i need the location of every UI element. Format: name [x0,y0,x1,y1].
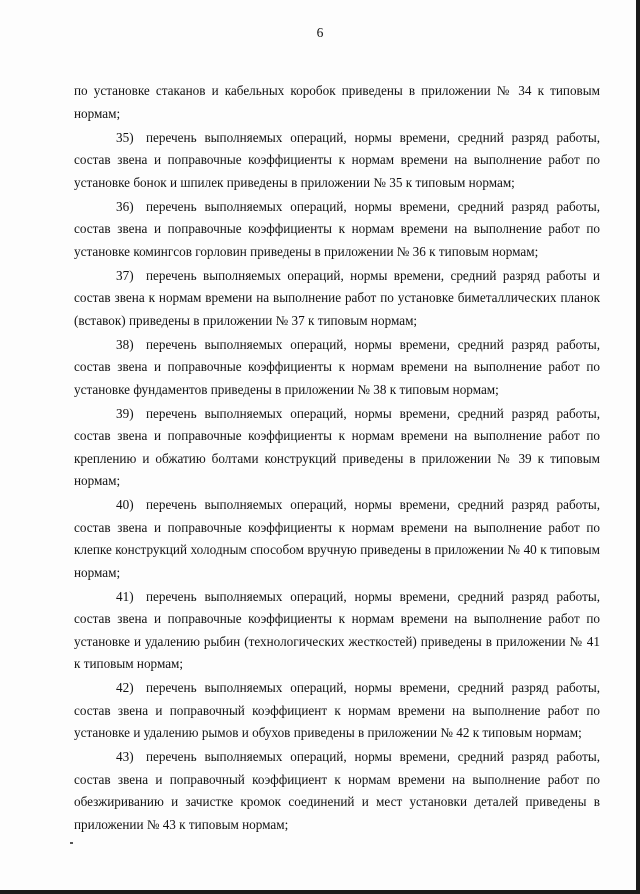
list-item-36 [74,196,600,264]
item-text: перечень выполняемых операций, нормы времени, средний разряд работы, состав звена и поправочные коэффициенты к нормам времени на выполнение работ по установке бонок и шпилек приведены в приложении № 35 к типовым нормам; [74,129,600,190]
item-number: 43) [116,749,134,764]
item-text: перечень выполняемых операций, нормы времени, средний разряд работы, состав звена и поправочные коэффициенты к нормам времени на выполнение работ по установке комингсов горловин приведены в приложении № 36 к типовым нормам; [74,198,600,259]
item-number: 37) [116,267,134,283]
paragraph-continuation [74,80,600,125]
item-number: 40) [116,497,134,512]
item-number: 36) [116,198,134,214]
item-number: 38) [116,336,134,352]
item-text: перечень выполняемых операций, нормы времени, средний разряд работы, состав звена и поправочный коэффициент к нормам времени на выполнение работ по установке и удалению рымов и обухов приведены в приложении № 42 к типовым нормам; [74,680,600,740]
scan-speck [70,842,73,844]
item-text: перечень выполняемых операций, нормы времени, средний разряд работы и состав звена к нормам времени на выполнение работ по установке биметаллических планок (вставок) приведены в приложении № 37 к типовым нормам; [74,267,600,328]
item-number: 39) [116,405,134,421]
item-text: перечень выполняемых операций, нормы времени, средний разряд работы, состав звена и поправочные коэффициенты к нормам времени на выполнение работ по установке и удалению рыбин (технологических жесткостей) приведены в приложении № 41 к типовым нормам; [74,588,600,671]
scan-border-right [636,0,640,894]
item-text: перечень выполняемых операций, нормы времени, средний разряд работы, состав звена и поправочные коэффициенты к нормам времени на выполнение работ по креплению и обжатию болтами конструкций приведены в приложении № 39 к типовым нормам; [74,405,600,488]
item-text: перечень выполняемых операций, нормы времени, средний разряд работы, состав звена и поправочные коэффициенты к нормам времени на выполнение работ по клепке конструкций холодным способом вручную приведены в приложении № 40 к типовым нормам; [74,497,600,580]
list-item-38 [74,334,600,402]
scan-border-bottom [0,890,640,894]
list-item-40 [74,494,600,584]
list-item-42 [74,677,600,745]
list-item-43 [74,746,600,836]
item-text: перечень выполняемых операций, нормы времени, средний разряд работы, состав звена и поправочные коэффициенты к нормам времени на выполнение работ по установке фундаментов приведены в приложении № 38 к типовым нормам; [74,336,600,397]
list-item-37 [74,265,600,333]
list-item-35 [74,127,600,195]
paragraph-text: по установке стаканов и кабельных коробок приведены в приложении № 34 к типовым нормам; [74,83,600,121]
list-item-39 [74,403,600,493]
document-body [74,80,600,836]
item-number: 35) [116,129,134,145]
item-text: перечень выполняемых операций, нормы времени, средний разряд работы, состав звена и поправочный коэффициент к нормам времени на выполнение работ по обезжириванию и зачистке кромок соединений и мест установки деталей приведены в приложении № 43 к типовым нормам; [74,749,600,832]
page-number: 6 [316,25,324,40]
item-number: 42) [116,680,134,695]
list-item-41 [74,586,600,676]
item-number: 41) [116,588,134,604]
